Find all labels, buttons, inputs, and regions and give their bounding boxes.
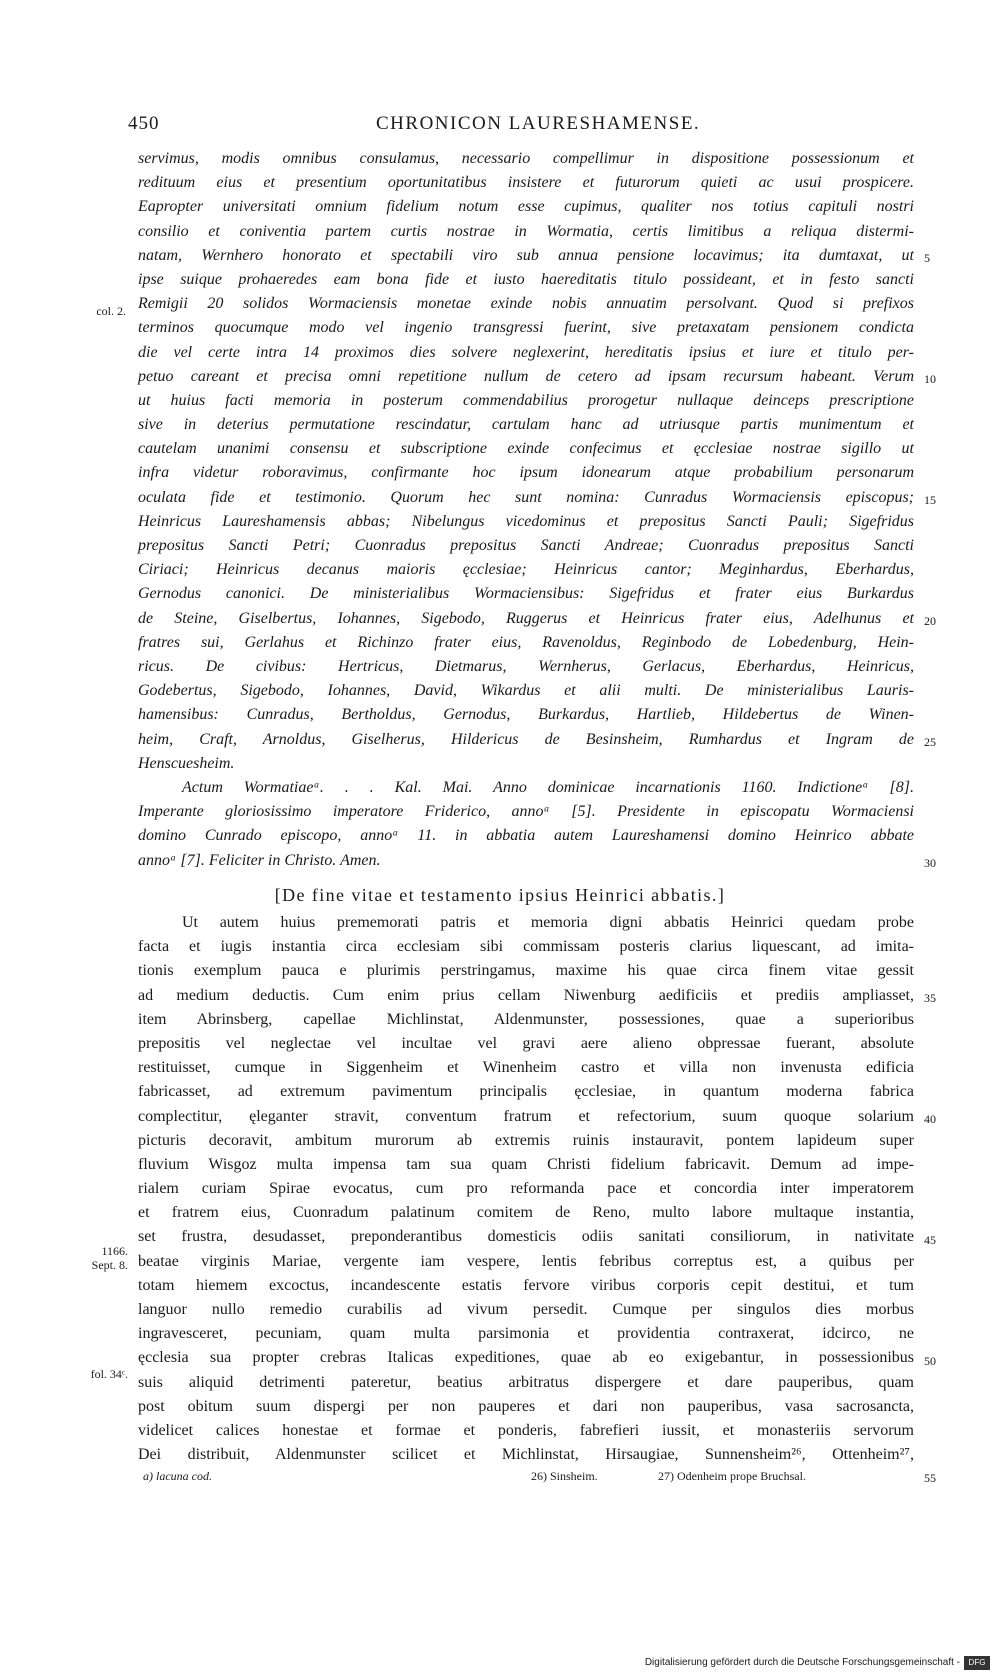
text-line: prepositis vel neglectae vel incultae vel gravi aere alieno obpressae fuerant, absolute	[138, 1034, 914, 1052]
text-line: fratres sui, Gerlahus et Richinzo frater eius, Ravenoldus, Reginbodo de Lobedenburg, Hein-	[138, 633, 914, 651]
text-line: post obitum suum dispergi per non pauperes et dari non pauperibus, vasa sacrosancta,	[138, 1397, 914, 1415]
page-header	[128, 113, 922, 137]
charter-text	[138, 147, 914, 776]
text-line: set frustra, desudasset, preponderantibus domesticis odiis sanitati consiliorum, in nativitate	[138, 1228, 914, 1246]
text-line: ipse suique prohaeredes eam bona fide et iusto haereditatis titulo possideant, et in festo sancti	[138, 270, 914, 288]
line-number: 25	[924, 735, 936, 749]
footnotes	[138, 1469, 928, 1489]
text-line: fluvium Wisgoz multa impensa tam sua quam Christi fidelium fabricavit. Demum ad impe-	[138, 1155, 914, 1173]
text-line: natam, Wernhero honorato et spectabili viro sub annua pensione locavimus; ita dumtaxat, ut	[138, 246, 914, 264]
running-title: CHRONICON LAURESHAMENSE.	[376, 113, 701, 134]
text-line: totam hiemem excoctus, incandescente estatis fervore viribus corporis cepit destitui, et tum	[138, 1276, 914, 1294]
text-line: restituisset, cumque in Siggenheim et Winenheim castro et villa non invenusta edificia	[138, 1059, 914, 1077]
text-line: redituum eius et presentium oportunitatibus insistere et futurorum quieti ac usui prospicere.	[138, 174, 914, 192]
text-line: item Abrinsberg, capellae Michlinstat, Aldenmunster, possessiones, quae a superioribus	[138, 1010, 914, 1028]
footnote-27: 27) Odenheim prope Bruchsal.	[658, 1469, 806, 1483]
dfg-logo: DFG	[964, 1656, 990, 1670]
text-line: heim, Craft, Arnoldus, Giselherus, Hildericus de Besinsheim, Rumhardus et Ingram de	[138, 730, 914, 748]
margin-note-fol: fol. 34ᶜ.	[90, 1367, 128, 1381]
text-line: tionis exemplum pauca e plurimis perstringamus, maxime his quae circa finem vitae gessit	[138, 962, 914, 980]
text-line: Heinricus Laureshamensis abbas; Nibelungus vicedominus et prepositus Sancti Pauli; Sigefridus	[138, 512, 914, 530]
text-line: prepositus Sancti Petri; Cuonradus prepositus Sancti Andreae; Cuonradus prepositus Sancti	[138, 537, 914, 554]
text-line: de Steine, Giselbertus, Iohannes, Sigebodo, Ruggerus et Heinricus frater eius, Adelhunus et	[138, 609, 914, 627]
text-line: Eapropter universitati omnium fidelium notum esse cupimus, qualiter nos totius capituli nostri	[138, 198, 914, 216]
text-line: ęcclesia sua propter crebras Italicas expeditiones, quae ab eo exigebantur, in possessionibus	[138, 1349, 914, 1367]
section-heading: [De fine vitae et testamento ipsius Heinrici abbatis.]	[274, 885, 726, 905]
text-line: ricus. De civibus: Hertricus, Dietmarus, Wernherus, Gerlacus, Eberhardus, Heinricus,	[138, 657, 914, 675]
text-line: ut huius facti memoria in posterum commendabilius prorogetur nullaque deinceps prescriptione	[138, 391, 914, 409]
line-number: 5	[924, 251, 930, 265]
text-line: fabricasset, ad extremum pavimentum principalis ęcclesiae, in quantum moderna fabrica	[138, 1083, 914, 1101]
margin-note-col: col. 2.	[96, 304, 126, 318]
text-line: servimus, modis omnibus consulamus, necessario compellimur in dispositione possessionum et	[138, 150, 914, 167]
margin-note-date-day: Sept. 8.	[91, 1258, 128, 1272]
text-line: Actum Wormatiaeᵃ. . . Kal. Mai. Anno dominicae incarnationis 1160. Indictioneᵃ [8].	[182, 779, 914, 796]
text-line: rialem curiam Spirae evocatus, cum pro reformanda pace et concordia inter imperatorem	[138, 1180, 914, 1198]
text-line: hamensibus: Cunradus, Bertholdus, Gernodus, Burkardus, Hartlieb, Hildebertus de Winen-	[138, 706, 914, 724]
line-number: 20	[924, 614, 936, 628]
digitization-credit: Digitalisierung gefördert durch die Deutsche Forschungsgemeinschaft -	[644, 1657, 960, 1668]
line-number: 50	[924, 1354, 936, 1368]
text-line: Godebertus, Sigebodo, Iohannes, David, Wikardus et alii multi. De ministerialibus Lauris-	[138, 682, 914, 700]
text-line: ad medium deductis. Cum enim prius cellam Niwenburg aedificiis et prediis ampliasset,	[138, 986, 914, 1004]
text-line: die vel certe intra 14 proximos dies solvere neglexerint, hereditatis ipsius et iure et titulo per-	[138, 343, 914, 361]
line-number: 15	[924, 493, 936, 507]
text-line: petuo careant et precisa omni repetitione nullum de cetero ad ipsam recursum habeant. Verum	[138, 367, 914, 385]
text-line: Remigii 20 solidos Wormaciensis monetae exinde nobis annuatim persolvant. Quod si prefixos	[138, 295, 914, 313]
line-number: 30	[924, 856, 936, 870]
text-line: Henscuesheim.	[138, 754, 235, 772]
line-number: 45	[924, 1233, 936, 1247]
text-line: Ciriaci; Heinricus decanus maioris ęcclesiae; Heinricus cantor; Meginhardus, Eberhardus,	[138, 561, 914, 579]
text-line: Gernodus canonici. De ministerialibus Wormaciensibus: Sigefridus et frater eius Burkardus	[138, 585, 914, 603]
line-number: 10	[924, 372, 936, 386]
text-line: consilio et coniventia partem curtis nostrae in Wormatia, certis limitibus a reliqua distermi-	[138, 222, 914, 240]
chronicle-text	[138, 911, 914, 1467]
text-line: Imperante gloriosissimo imperatore Friderico, annoᵃ [5]. Presidente in episcopatu Wormaciensi	[138, 803, 914, 821]
text-line: picturis decoravit, ambitum murorum ab extremis ruinis instauravit, pontem lapideum super	[138, 1131, 914, 1149]
page-number: 450	[128, 113, 160, 134]
text-line: cautelam unanimi consensu et subscriptione exinde confecimus et ęcclesiae nostrae sigillo ut	[138, 440, 914, 458]
text-line: suis aliquid detrimenti pateretur, beatius arbitratus dispergere et dare pauperibus, quam	[138, 1373, 914, 1391]
text-line: beatae virginis Mariae, vergente iam vespere, lentis febribus correptus est, a quibus per	[138, 1252, 914, 1270]
text-line: terminos quocumque modo vel ingenio transgressi fuerint, sive pretaxatam pensionem condicta	[138, 319, 914, 337]
text-line: Ut autem huius prememorati patris et memoria digni abbatis Heinrici quedam probe	[182, 914, 914, 931]
text-line: complectitur, ęleganter stravit, conventum fratrum et refectorium, suum quoque solarium	[138, 1107, 914, 1125]
line-number: 40	[924, 1112, 936, 1126]
text-line: sive in deterius permutatione rescindatur, cartulam hanc ad utriusque partis munimentum et	[138, 416, 914, 434]
text-line: et fratrem eius, Cuonradum palatinum comitem de Reno, multo labore multaque instantia,	[138, 1204, 914, 1222]
text-line: facta et iugis instantia circa ecclesiam sibi commissam posteris clarius liquescant, ad imita-	[138, 938, 914, 956]
line-number: 55	[924, 1471, 936, 1485]
text-line: domino Cunrado episcopo, annoᵃ 11. in abbatia autem Laureshamensi domino Heinrico abbate	[138, 827, 914, 845]
text-line: languor nullo remedio curabilis ad vivum persedit. Cumque per singulos dies morbus	[138, 1301, 914, 1318]
text-line: Dei distribuit, Aldenmunster scilicet et Michlinstat, Hirsaugiae, Sunnensheim²⁶, Ottenheim²⁷,	[138, 1446, 914, 1464]
footnote-a: a) lacuna cod.	[143, 1469, 212, 1483]
text-line: ingravesceret, pecuniam, quam multa parsimonia et providentia contraxerat, idcirco, ne	[138, 1325, 914, 1343]
text-line: annoᵃ [7]. Feliciter in Christo. Amen.	[138, 851, 381, 869]
text-line: infra videtur roboravimus, confirmante hoc ipsum idonearum atque probabilium personarum	[138, 464, 914, 482]
text-line: videlicet calices honestae et formae et ponderis, fabrefieri iussit, et monasteriis servorum	[138, 1421, 914, 1439]
text-line: oculata fide et testimonio. Quorum hec sunt nomina: Cunradus Wormaciensis episcopus;	[138, 488, 914, 506]
margin-note-date-year: 1166.	[101, 1244, 128, 1258]
footnote-26: 26) Sinsheim.	[531, 1469, 598, 1483]
actum-clause	[138, 776, 914, 873]
line-number: 35	[924, 991, 936, 1005]
